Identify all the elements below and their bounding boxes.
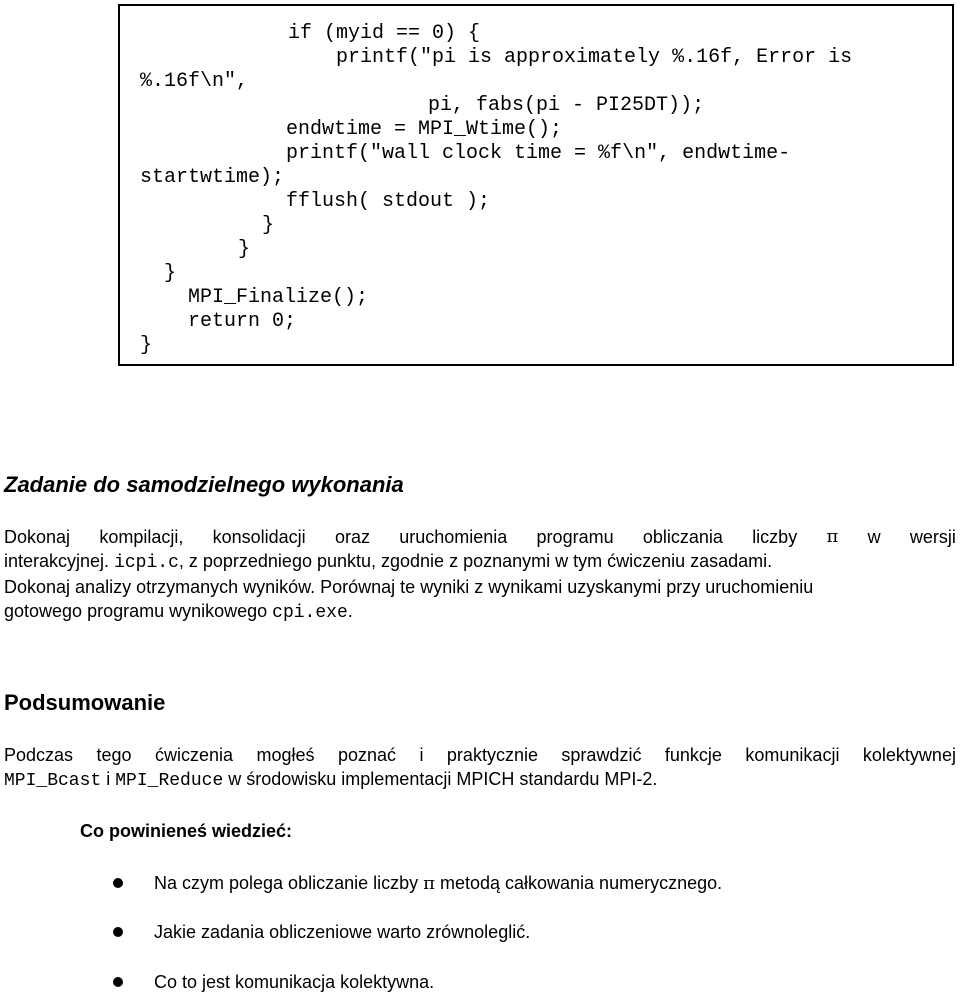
knowledge-heading: Co powinieneś wiedzieć: (80, 821, 293, 841)
summary-paragraph (4, 743, 956, 793)
text: interakcyjnej. (4, 551, 115, 571)
text: , z poprzedniego punktu, zgodnie z poznanymi w tym ćwiczeniu zasadami. (178, 551, 773, 571)
code-line: fflush( stdout ); (238, 190, 491, 213)
pi-symbol: π (826, 526, 839, 547)
function-code: MPI_Bcast (4, 771, 102, 791)
code-line: printf("pi is approximately %.16f, Error is (288, 46, 853, 69)
word: tego (96, 745, 132, 765)
code-line: %.16f\n", (140, 70, 249, 93)
task-line-3: Dokonaj analizy otrzymanych wyników. Porównaj te wyniki z wynikami uzyskanymi przy uruchomieniu (4, 577, 814, 597)
text: . (347, 601, 353, 621)
filename-code: cpi.exe (272, 603, 348, 623)
summary-line-1 (4, 743, 956, 767)
word: kompilacji, (99, 527, 184, 547)
word: sprawdzić (561, 745, 642, 765)
code-line: startwtime); (140, 166, 285, 189)
function-code: MPI_Reduce (115, 771, 224, 791)
word: mogłeś (256, 745, 315, 765)
word: praktycznie (446, 745, 538, 765)
bullet-icon (113, 927, 123, 937)
task-line-4 (4, 599, 956, 625)
pi-symbol: π (423, 873, 435, 894)
word: programu (536, 527, 614, 547)
knowledge-item (154, 871, 722, 896)
text: i (101, 769, 116, 789)
filename-code: icpi.c (114, 553, 179, 573)
word: obliczania (642, 527, 723, 547)
word: Dokonaj (4, 527, 71, 547)
code-line: pi, fabs(pi - PI25DT)); (296, 94, 705, 117)
code-line: } (140, 334, 153, 357)
word: kolektywnej (862, 745, 956, 765)
word: Podczas (4, 745, 74, 765)
knowledge-item: Co to jest komunikacja kolektywna. (154, 972, 435, 992)
code-line: } (238, 214, 275, 237)
word: ćwiczenia (155, 745, 234, 765)
code-line: MPI_Finalize(); (188, 286, 369, 309)
text: w środowisku implementacji MPICH standardu MPI-2. (223, 769, 658, 789)
task-paragraph (4, 525, 956, 625)
word: wersji (909, 527, 956, 547)
word: oraz (334, 527, 370, 547)
code-line: } (214, 238, 251, 261)
code-line: } (164, 262, 177, 285)
text: gotowego programu wynikowego (4, 601, 273, 621)
word: poznać (337, 745, 397, 765)
task-line-1 (4, 525, 956, 549)
code-line: if (myid == 0) { (288, 22, 481, 45)
summary-heading: Podsumowanie (4, 690, 166, 715)
word: konsolidacji (212, 527, 306, 547)
bullet-icon (113, 878, 123, 888)
code-line: printf("wall clock time = %f\n", endwtime- (238, 142, 791, 165)
task-heading: Zadanie do samodzielnego wykonania (4, 472, 404, 497)
word: komunikacji (745, 745, 840, 765)
word: uruchomienia (399, 527, 508, 547)
text: Na czym polega obliczanie liczby (154, 873, 424, 893)
summary-line-2 (4, 767, 956, 793)
word: liczby (752, 527, 798, 547)
word: w (867, 527, 881, 547)
bullet-icon (113, 977, 123, 987)
code-listing (118, 4, 954, 366)
word: funkcje (664, 745, 722, 765)
task-line-2 (4, 549, 956, 575)
word: i (419, 745, 424, 765)
knowledge-item: Jakie zadania obliczeniowe warto zrównoleglić. (154, 922, 531, 942)
text: metodą całkowania numerycznego. (434, 873, 723, 893)
code-line: return 0; (188, 310, 297, 333)
code-line: endwtime = MPI_Wtime(); (238, 118, 563, 141)
